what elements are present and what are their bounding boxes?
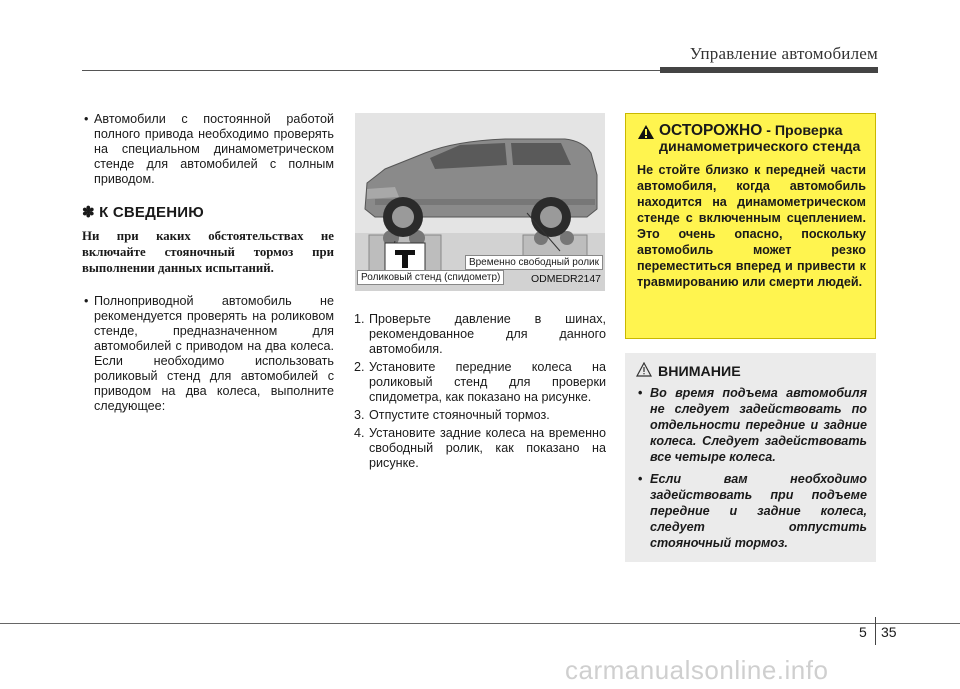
caution-triangle-icon [636, 362, 658, 381]
left-column [82, 112, 334, 414]
warning-body: Не стойте близко к передней части автомобиля, когда автомобиль находится на динамометрическом стенде с включенным сцеплением. Это очень опасно, поскольку автомобиль может резко переместиться вперед и привести к травмированию или смерти людей. [637, 163, 866, 289]
caution-box [625, 353, 876, 562]
watermark: carmanualsonline.info [565, 655, 829, 685]
bullet-2wd-roller: • Полноприводной автомобиль не рекомендуется проверять на роликовом стенде, предназначенном для автомобилей с приводом на два колеса. Если необходимо использовать роликовый стенд для автомобилей с приводом на два колеса, выполните следующее: [82, 294, 334, 414]
steps-list [354, 312, 606, 471]
caution-title: ВНИМАНИЕ [636, 362, 867, 381]
chapter-number: 5 [859, 624, 867, 640]
info-title: ✽ К СВЕДЕНИЮ [82, 204, 204, 221]
info-body: Ни при каких обстоятельствах не включайте стояночный тормоз при выполнении данных испытаний. [82, 229, 334, 275]
warning-title-main: ОСТОРОЖНО [659, 122, 763, 139]
step-item: 3. Отпустите стояночный тормоз. [354, 408, 550, 422]
step-item: 4. Установите задние колеса на временно свободный ролик, как показано на рисунке. [354, 426, 606, 470]
warning-box [625, 113, 876, 339]
footer-rule [0, 623, 960, 624]
step-item: 1. Проверьте давление в шинах, рекомендованное для данного автомобиля. [354, 312, 606, 356]
vehicle-dyno-figure [355, 113, 605, 291]
label-free-roller: Временно свободный ролик [465, 255, 603, 270]
bullet-awd-note: • Автомобили с постоянной работой полного привода необходимо проверять на специальном динамометрическом стенде для автомобилей с полным приводом. [82, 112, 334, 187]
figure-code: ODMEDR2147 [530, 273, 601, 285]
label-roller-stand: Роликовый стенд (спидометр) [357, 270, 504, 285]
page-header-title: Управление автомобилем [689, 44, 878, 63]
warning-title [637, 123, 866, 155]
step-item: 2. Установите передние колеса на роликовый стенд для проверки спидометра, как показано на рисунке. [354, 360, 606, 404]
steps-column [354, 312, 606, 474]
caution-item: • Если вам необходимо задействовать при подъеме передние и задние колеса, следует отпустить стояночный тормоз. [636, 471, 867, 551]
warning-title-sub: - Проверка динамометрического стенда [659, 123, 861, 155]
header-rule-accent [660, 67, 878, 73]
caution-list [636, 385, 867, 551]
footer-divider [875, 617, 876, 645]
caution-item: • Во время подъема автомобиля не следует задействовать по отдельности передние и задние колеса. Следует задействовать все четыре колеса. [636, 385, 867, 465]
page-number: 35 [881, 624, 897, 640]
warning-triangle-icon [637, 124, 659, 155]
